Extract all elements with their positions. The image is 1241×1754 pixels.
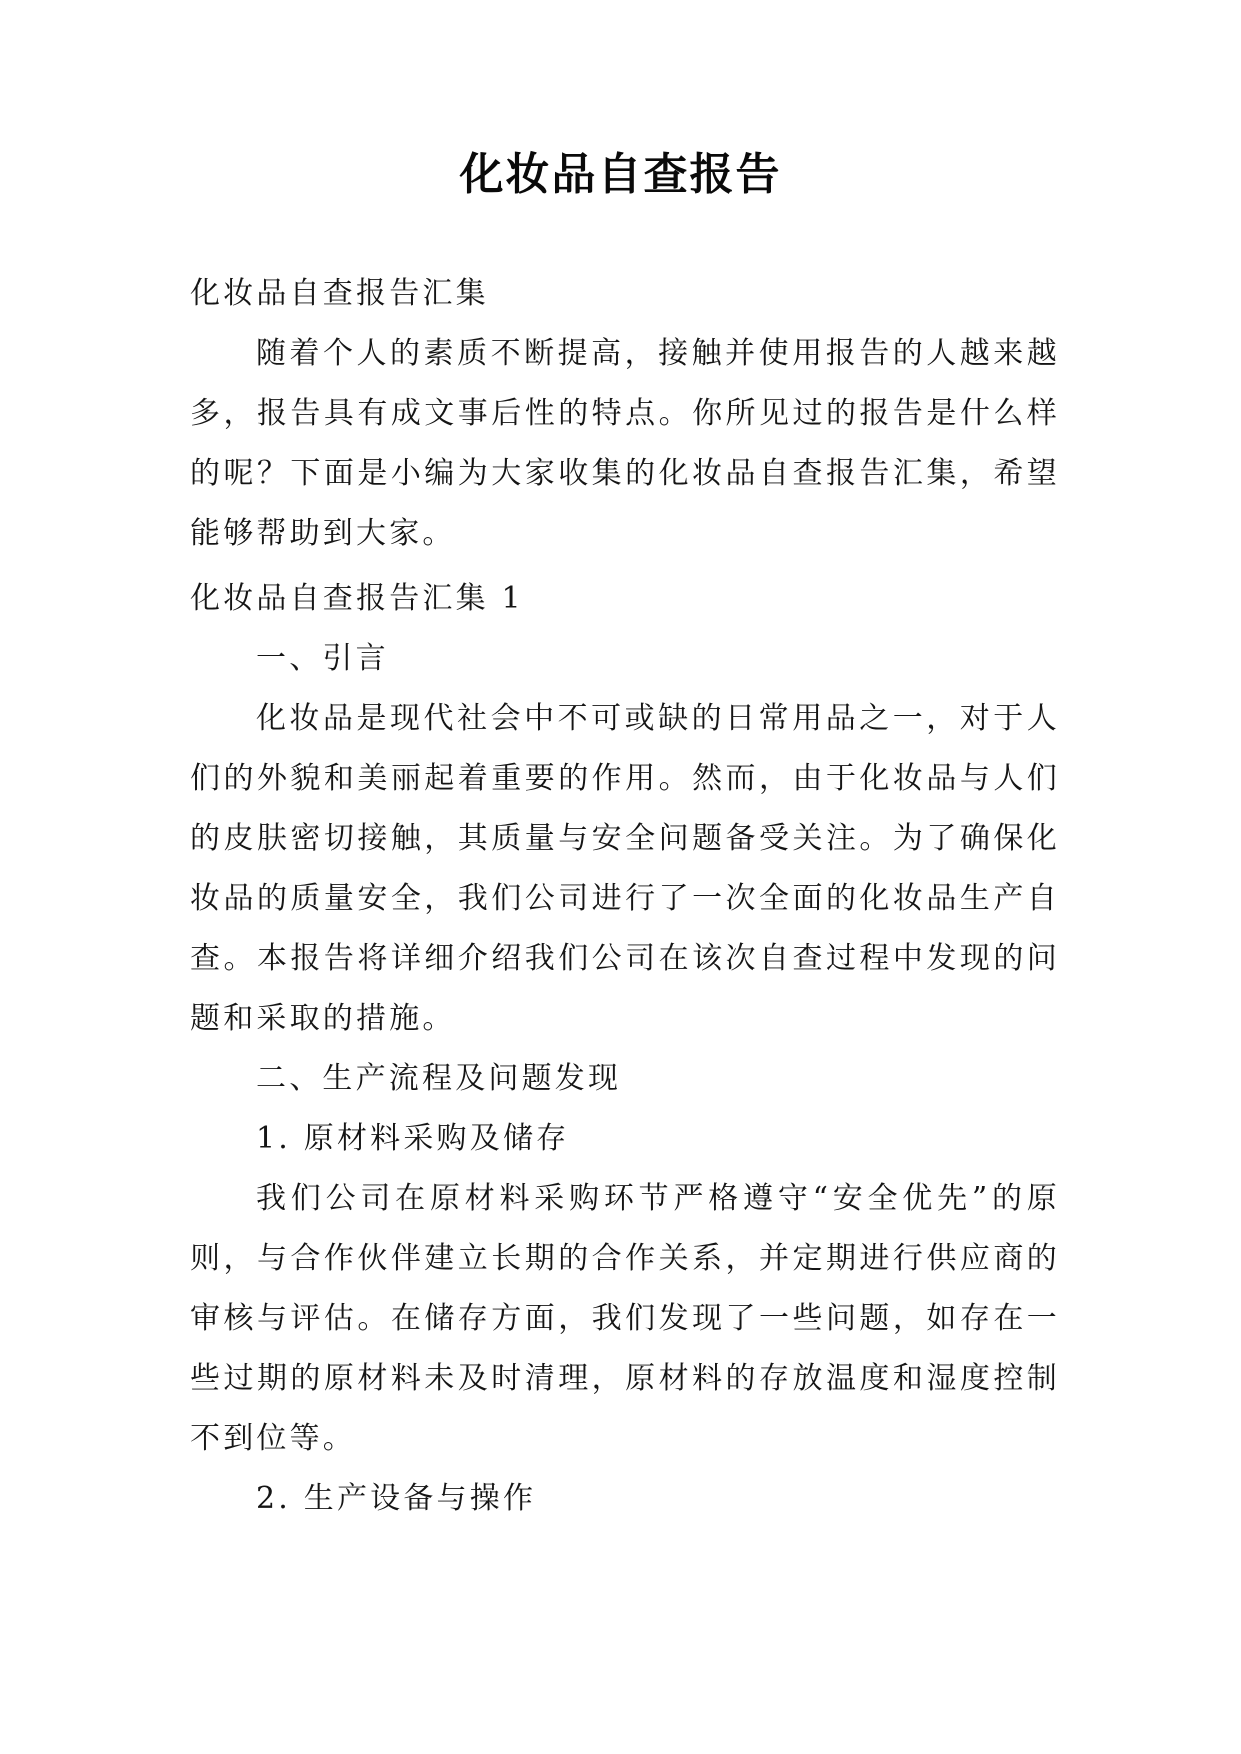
- intro-paragraph: 随着个人的素质不断提高，接触并使用报告的人越来越多，报告具有成文事后性的特点。你所见过的报告是什么样的呢？下面是小编为大家收集的化妆品自查报告汇集，希望能够帮助到大家。: [190, 336, 1060, 551]
- introduction-paragraph: 化妆品是现代社会中不可或缺的日常用品之一，对于人们的外貌和美丽起着重要的作用。然而，由于化妆品与人们的皮肤密切接触，其质量与安全问题备受关注。为了确保化妆品的质量安全，我们公司进行了一次全面的化妆品生产自查。本报告将详细介绍我们公司在该次自查过程中发现的问题和采取的措施。: [190, 701, 1060, 1036]
- section-heading-introduction: 一、引言: [256, 641, 389, 676]
- section-heading-production: 二、生产流程及问题发现: [256, 1061, 622, 1096]
- document-title: 化妆品自查报告: [459, 149, 782, 200]
- report-one-heading: 化妆品自查报告汇集 1: [190, 581, 524, 616]
- subsection-heading-equipment: 2. 生产设备与操作: [256, 1481, 537, 1516]
- report-one-section: [190, 569, 1060, 1529]
- collection-heading: 化妆品自查报告汇集: [190, 276, 489, 311]
- intro-section: [190, 264, 1060, 564]
- subsection-heading-materials: 1. 原材料采购及储存: [256, 1121, 570, 1156]
- materials-paragraph: 我们公司在原材料采购环节严格遵守“安全优先”的原则，与合作伙伴建立长期的合作关系，并定期进行供应商的审核与评估。在储存方面，我们发现了一些问题，如存在一些过期的原材料未及时清理，原材料的存放温度和湿度控制不到位等。: [190, 1181, 1060, 1456]
